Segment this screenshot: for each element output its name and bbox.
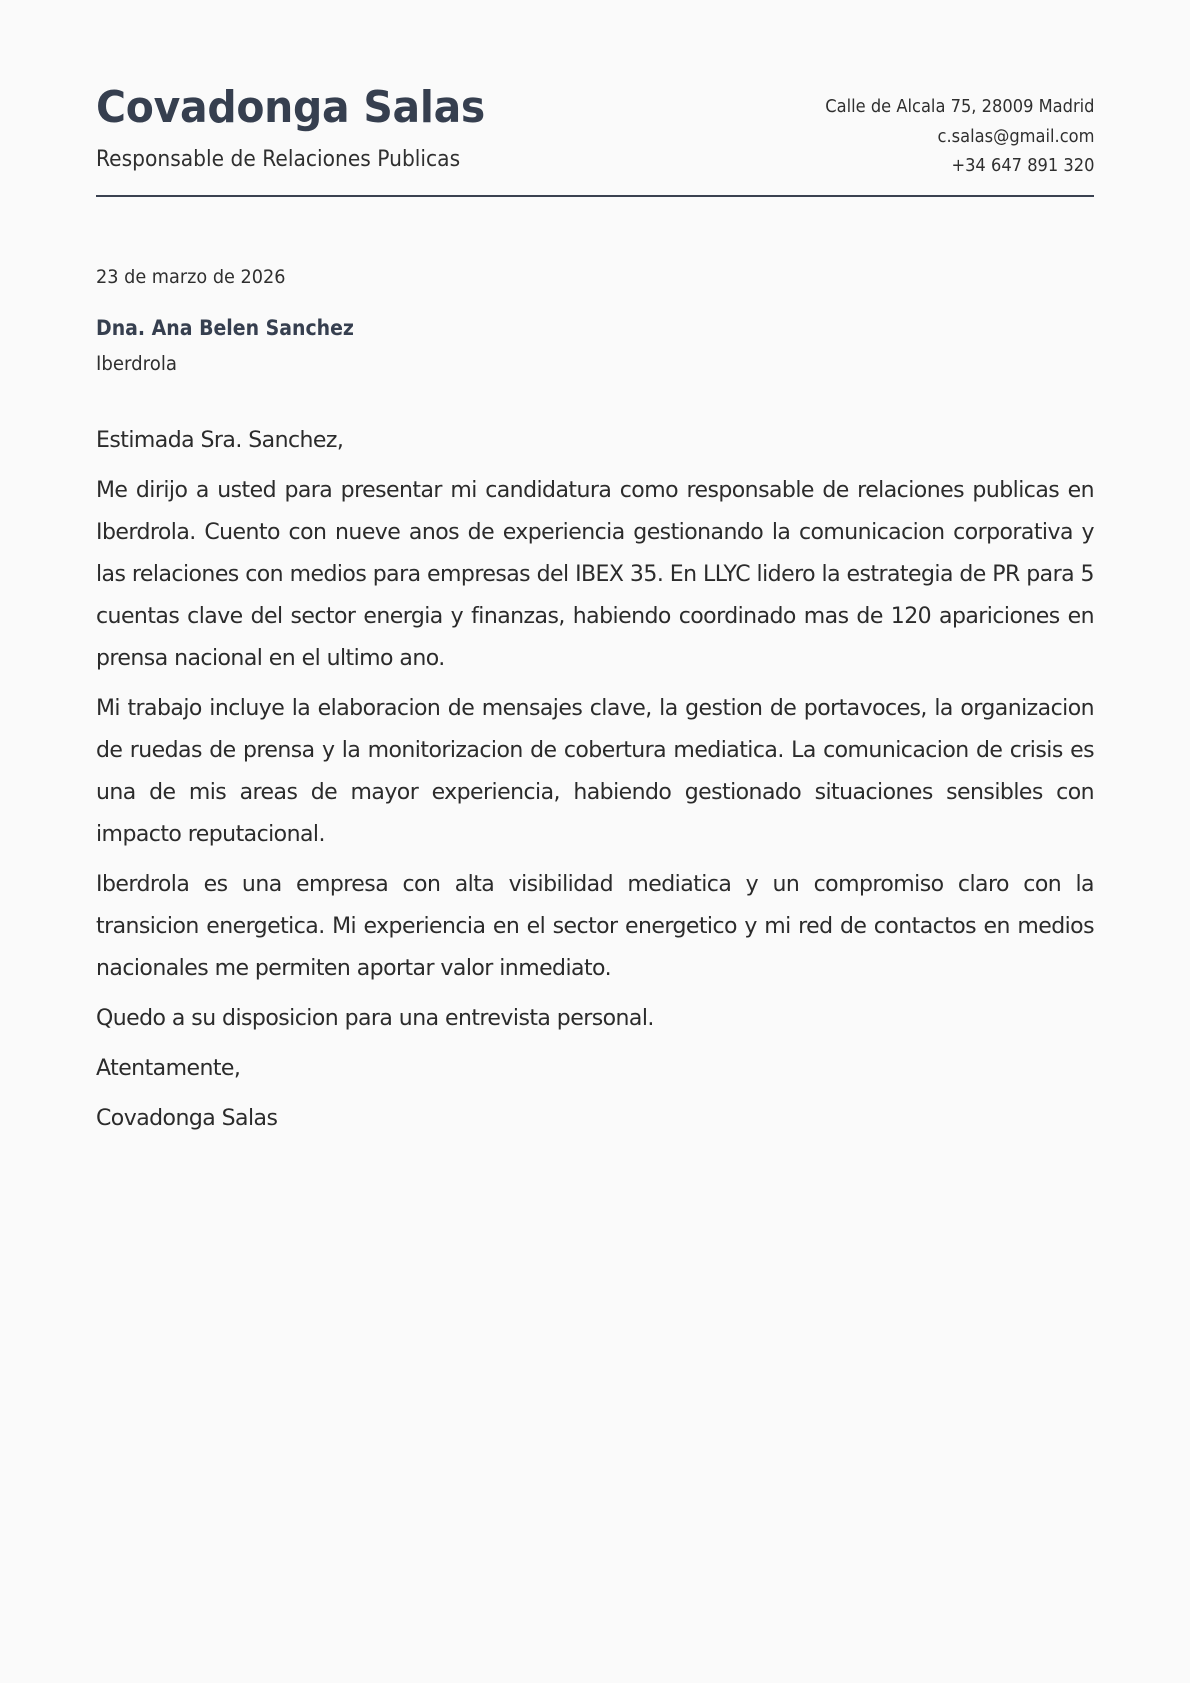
letter-date: 23 de marzo de 2026 [96,266,286,288]
contact-email: c.salas@gmail.com [937,126,1094,147]
letter-greeting: Estimada Sra. Sanchez, [96,428,344,453]
letter-signature: Covadonga Salas [96,1106,278,1131]
body-paragraph: Iberdrola es una empresa con alta visibilidad mediatica y un compromiso claro con la transicion energetica. Mi experiencia en el sector energetico y mi red de contactos en medios nacionales me permiten aportar valor inmediato. [96,872,1094,981]
recipient-company: Iberdrola [96,352,177,375]
body-paragraph: Me dirijo a usted para presentar mi candidatura como responsable de relaciones publicas en Iberdrola. Cuento con nueve anos de experiencia gestionando la comunicacion corporativa y las relaciones con medios para empresas del IBEX 35. En LLYC lidero la estrategia de PR para 5 cuentas clave del sector energia y finanzas, habiendo coordinado mas de 120 apariciones en prensa nacional en el ultimo ano. [96,478,1094,671]
letter-body [96,420,1094,1148]
sender-name: Covadonga Salas [96,82,486,133]
recipient-name: Dna. Ana Belen Sanchez [96,316,354,340]
contact-address: Calle de Alcala 75, 28009 Madrid [824,97,1094,117]
body-paragraph: Mi trabajo incluye la elaboracion de mensajes clave, la gestion de portavoces, la organizacion de ruedas de prensa y la monitorizacion de cobertura mediatica. La comunicacion de crisis es una de mis areas de mayor experiencia, habiendo gestionado situaciones sensibles con impacto reputacional. [96,696,1094,847]
contact-block [805,93,1095,182]
body-paragraph: Quedo a su disposicion para una entrevista personal. [96,1006,654,1031]
sender-title: Responsable de Relaciones Publicas [96,147,461,172]
cover-letter-page [96,0,1094,1131]
letter-closing: Atentamente, [96,1056,241,1081]
contact-phone: +34 647 891 320 [950,156,1094,176]
letter-header [96,0,1094,197]
